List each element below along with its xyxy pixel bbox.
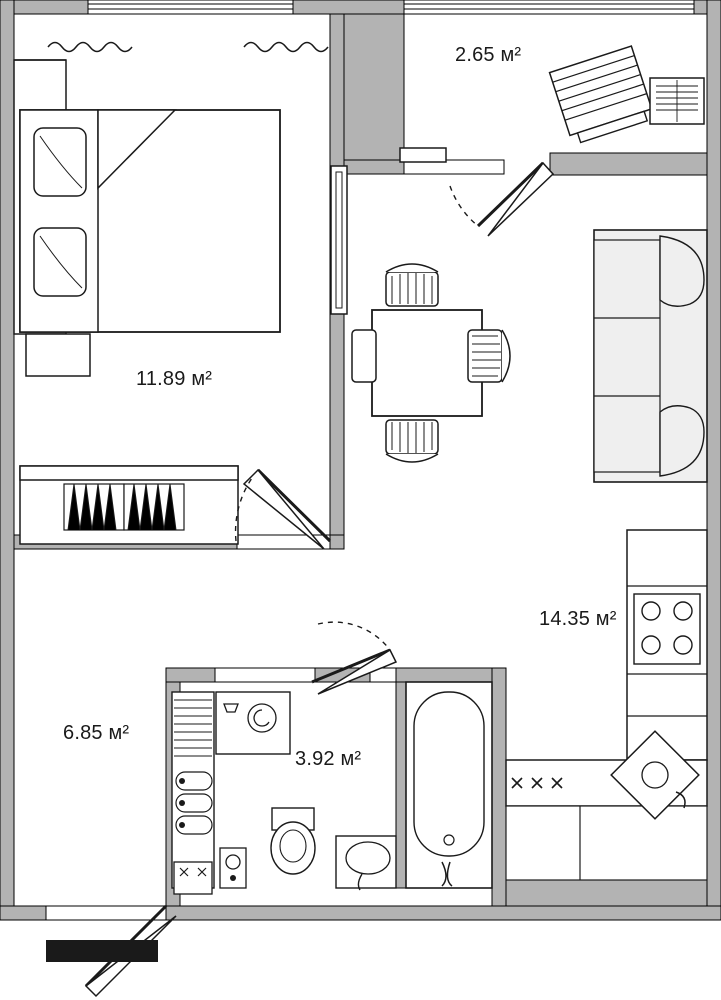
room-area-label-bathroom: 3.92 м² [295,748,362,770]
bedroom-furniture [14,43,347,550]
room-area-label-balcony: 2.65 м² [455,44,522,66]
room-area-label-hallway: 6.85 м² [63,722,130,744]
living-furniture [352,230,707,482]
balcony-furniture [400,46,704,236]
kitchen-furniture [506,530,707,880]
room-area-label-bedroom: 11.89 м² [136,368,213,390]
room-area-label-living-kitchen: 14.35 м² [539,608,617,630]
